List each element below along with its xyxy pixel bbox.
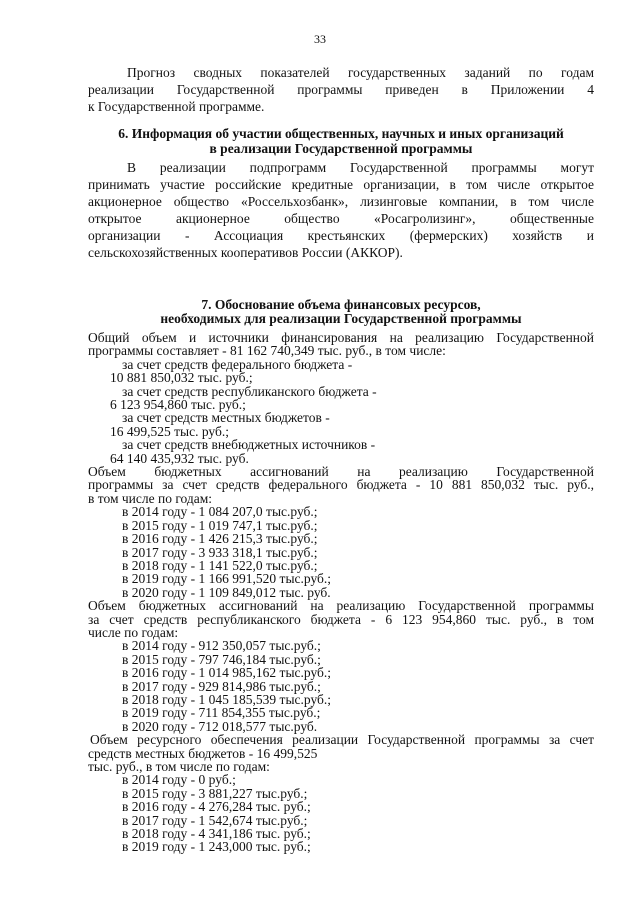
- local-year-2019: в 2019 году - 1 243,000 тыс. руб.;: [122, 839, 311, 855]
- republic-year-2015: в 2015 году - 797 746,184 тыс.руб.;: [122, 651, 321, 667]
- republic-year-2016: в 2016 году - 1 014 985,162 тыс.руб.;: [122, 665, 332, 681]
- section-7-heading-line-2: необходимых для реализации Государственной программы: [160, 311, 522, 326]
- source-local-label: за счет средств местных бюджетов -: [122, 410, 330, 426]
- republic-year-2014: в 2014 году - 912 350,057 тыс.руб.;: [122, 638, 321, 654]
- intro-line-3: к Государственной программе.: [88, 99, 265, 114]
- total-line-1: Общий объем и источники финансирования на реализацию Государственной: [88, 330, 594, 345]
- republic-year-2017: в 2017 году - 929 814,986 тыс.руб.;: [122, 678, 321, 694]
- section-7-body: [88, 331, 594, 854]
- federal-years-list: [88, 505, 594, 599]
- local-year-2015: в 2015 году - 3 881,227 тыс.руб.;: [122, 785, 308, 801]
- section-6-line-3: акционерное общество «Россельхозбанк», лизинговые компании, в том числе: [88, 194, 594, 209]
- local-year-2016: в 2016 году - 4 276,284 тыс. руб.;: [122, 799, 311, 815]
- section-6-line-4: открытое акционерное общество «Росагролизинг», общественные: [88, 211, 594, 226]
- page-number: 33: [314, 32, 326, 46]
- source-federal-label: за счет средств федерального бюджета -: [122, 356, 353, 372]
- republic-year-2018: в 2018 году - 1 045 185,539 тыс.руб.;: [122, 691, 332, 707]
- federal-year-2019: в 2019 году - 1 166 991,520 тыс.руб.;: [122, 571, 332, 587]
- source-republic-label: за счет средств республиканского бюджета -: [122, 383, 377, 399]
- intro-line-2: реализации Государственной программы приведен в Приложении 4: [88, 82, 594, 97]
- federal-year-2015: в 2015 году - 1 019 747,1 тыс.руб.;: [122, 517, 318, 533]
- intro-line-1: Прогноз сводных показателей государственных заданий по годам: [127, 65, 594, 80]
- section-6-line-1: В реализации подпрограмм Государственной программы могут: [127, 160, 594, 175]
- source-federal-value: 10 881 850,032 тыс. руб.;: [110, 370, 253, 386]
- section-6-heading-line-1: 6. Информация об участии общественных, научных и иных организаций: [118, 126, 564, 141]
- federal-year-2020: в 2020 году - 1 109 849,012 тыс. руб.: [122, 584, 331, 600]
- section-6-heading-line-2: в реализации Государственной программы: [209, 141, 473, 156]
- intro-paragraph: [88, 64, 594, 115]
- source-extrabudget-label: за счет средств внебюджетных источников -: [122, 437, 376, 453]
- federal-line-3: в том числе по годам:: [88, 490, 213, 506]
- local-year-2017: в 2017 году - 1 542,674 тыс.руб.;: [122, 812, 308, 828]
- federal-year-2018: в 2018 году - 1 141 522,0 тыс.руб.;: [122, 557, 318, 573]
- federal-line-1: Объем бюджетных ассигнований на реализацию Государственной: [88, 464, 594, 480]
- section-6-line-6: сельскохозяйственных кооперативов России (АККОР).: [88, 245, 403, 260]
- section-7-heading: [88, 298, 594, 326]
- local-years-list: [88, 773, 594, 853]
- local-year-2018: в 2018 году - 4 341,186 тыс. руб.;: [122, 826, 311, 842]
- sources-list: [88, 358, 594, 465]
- source-extrabudget-value: 64 140 435,932 тыс. руб.: [110, 450, 249, 466]
- federal-year-2017: в 2017 году - 3 933 318,1 тыс.руб.;: [122, 544, 318, 560]
- section-6-line-5: организации - Ассоциация крестьянских (фермерских) хозяйств и: [88, 228, 594, 243]
- source-republic-value: 6 123 954,860 тыс. руб.;: [110, 397, 246, 413]
- section-6-body: [88, 159, 594, 261]
- local-line-2: средств местных бюджетов - 16 499,525: [88, 745, 318, 761]
- local-line-3: тыс. руб., в том числе по годам:: [88, 759, 270, 774]
- republic-year-2020: в 2020 году - 712 018,577 тыс.руб.: [122, 718, 318, 734]
- republic-year-2019: в 2019 году - 711 854,355 тыс.руб.;: [122, 705, 321, 721]
- republic-line-1: Объем бюджетных ассигнований на реализацию Государственной программы: [88, 598, 594, 614]
- section-6-line-2: принимать участие российские кредитные организации, в том числе открытое: [88, 177, 594, 192]
- republic-years-list: [88, 639, 594, 733]
- local-year-2014: в 2014 году - 0 руб.;: [122, 772, 236, 788]
- section-6-heading: [88, 126, 594, 156]
- section-7-heading-line-1: 7. Обоснование объема финансовых ресурсов,: [201, 297, 481, 312]
- local-line-1: Объем ресурсного обеспечения реализации Государственной программы за счет: [90, 732, 594, 748]
- federal-year-2014: в 2014 году - 1 084 207,0 тыс.руб.;: [122, 504, 318, 520]
- republic-line-3: числе по годам:: [88, 624, 179, 640]
- total-line-2: программы составляет - 81 162 740,349 тыс. руб., в том числе:: [88, 343, 446, 359]
- federal-line-2: программы за счет средств федерального бюджета - 10 881 850,032 тыс. руб.,: [88, 477, 594, 493]
- republic-line-2: за счет средств республиканского бюджета - 6 123 954,860 тыс. руб., в том: [88, 611, 594, 627]
- federal-year-2016: в 2016 году - 1 426 215,3 тыс.руб.;: [122, 531, 318, 547]
- source-local-value: 16 499,525 тыс. руб.;: [110, 423, 229, 439]
